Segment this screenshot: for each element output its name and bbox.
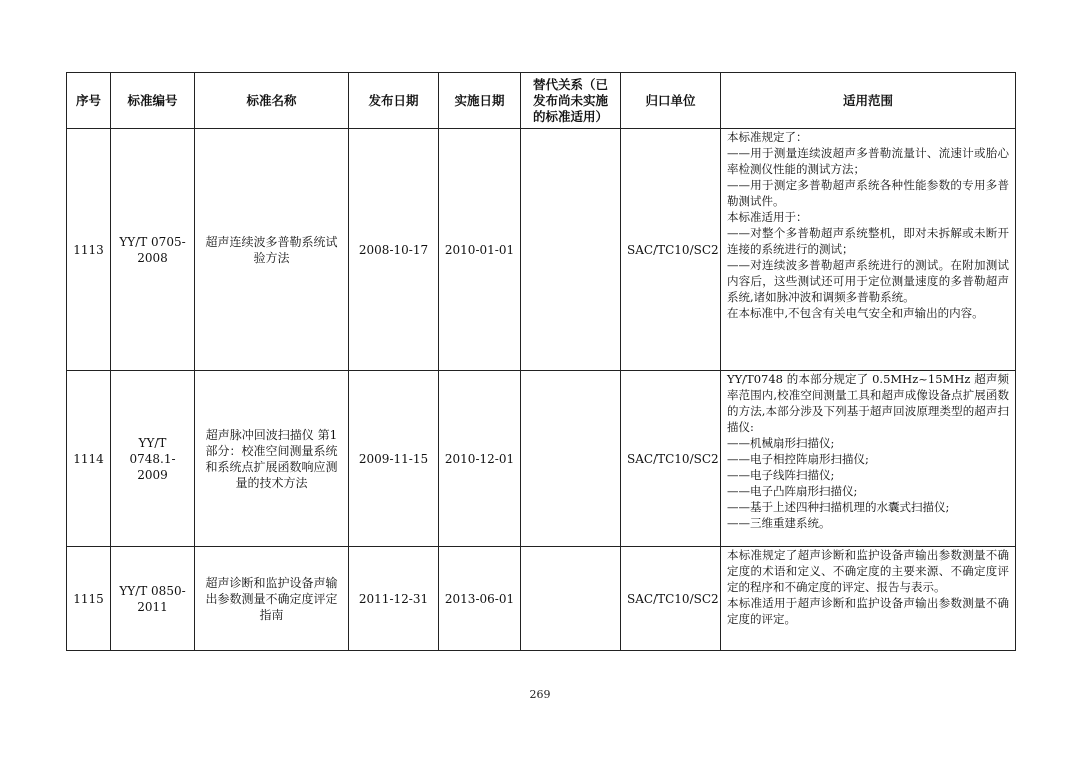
cell-code: YY/T 0748.1-2009 [111,371,195,547]
cell-publish: 2008-10-17 [349,129,439,371]
cell-seq: 1113 [67,129,111,371]
page-number: 269 [529,688,551,701]
cell-scope [721,547,1016,651]
cell-replace [521,371,621,547]
cell-replace [521,547,621,651]
cell-publish: 2011-12-31 [349,547,439,651]
scope-line: ——电子凸阵扇形扫描仪; [727,484,858,498]
scope-line: ——基于上述四种扫描机理的水囊式扫描仪; [727,500,950,514]
cell-unit: SAC/TC10/SC2 [621,129,721,371]
scope-line: ——电子相控阵扇形扫描仪; [727,452,869,466]
scope-line: ——三维重建系统。 [727,516,831,530]
cell-replace [521,129,621,371]
header-implement: 实施日期 [439,73,521,129]
table-row [67,371,1016,547]
table-row [67,547,1016,651]
header-replace: 替代关系（已发布尚未实施的标准适用） [521,73,621,129]
scope-line: 本标准规定了： [727,130,808,144]
header-row [67,73,1016,129]
cell-name: 超声脉冲回波扫描仪 第1部分：校准空间测量系统和系统点扩展函数响应测量的技术方法 [195,371,349,547]
cell-unit: SAC/TC10/SC2 [621,547,721,651]
scope-line: ——用于测定多普勒超声系统各种性能参数的专用多普勒测试件。 [727,178,1009,208]
table-row [67,129,1016,371]
cell-scope [721,129,1016,371]
cell-code: YY/T 0850-2011 [111,547,195,651]
cell-seq: 1114 [67,371,111,547]
cell-unit: SAC/TC10/SC2 [621,371,721,547]
cell-scope [721,371,1016,547]
cell-name: 超声连续波多普勒系统试验方法 [195,129,349,371]
cell-implement: 2010-12-01 [439,371,521,547]
scope-line: 本标准适用于： [727,210,808,224]
scope-line: ——对连续波多普勒超声系统进行的测试。在附加测试内容后，这些测试还可用于定位测量速度的多普勒超声系统,诸如脉冲波和调频多普勒系统。 [727,258,1009,304]
cell-implement: 2010-01-01 [439,129,521,371]
scope-line: ——机械扇形扫描仪; [727,436,835,450]
scope-line: ——对整个多普勒超声系统整机，即对未拆解或未断开连接的系统进行的测试； [727,226,1009,256]
scope-line: ——电子线阵扫描仪; [727,468,835,482]
cell-code: YY/T 0705-2008 [111,129,195,371]
cell-implement: 2013-06-01 [439,547,521,651]
header-unit: 归口单位 [621,73,721,129]
scope-line: 本标准适用于超声诊断和监护设备声输出参数测量不确定度的评定。 [727,596,1009,626]
header-scope: 适用范围 [721,73,1016,129]
cell-publish: 2009-11-15 [349,371,439,547]
cell-name: 超声诊断和监护设备声输出参数测量不确定度评定指南 [195,547,349,651]
header-publish: 发布日期 [349,73,439,129]
header-name: 标准名称 [195,73,349,129]
standards-table [66,72,1016,651]
scope-line: 本标准规定了超声诊断和监护设备声输出参数测量不确定度的术语和定义、不确定度的主要来源、不确定度评定的程序和不确定度的评定、报告与表示。 [727,548,1009,594]
scope-line: 在本标准中,不包含有关电气安全和声输出的内容。 [727,306,984,320]
header-seq: 序号 [67,73,111,129]
header-code: 标准编号 [111,73,195,129]
scope-line: ——用于测量连续波超声多普勒流量计、流速计或胎心率检测仪性能的测试方法； [727,146,1009,176]
cell-seq: 1115 [67,547,111,651]
scope-line: YY/T0748 的本部分规定了 0.5MHz~15MHz 超声频率范围内,校准空间测量工具和超声成像设备点扩展函数的方法,本部分涉及下列基于超声回波原理类型的超声扫描仪: [727,372,1009,434]
